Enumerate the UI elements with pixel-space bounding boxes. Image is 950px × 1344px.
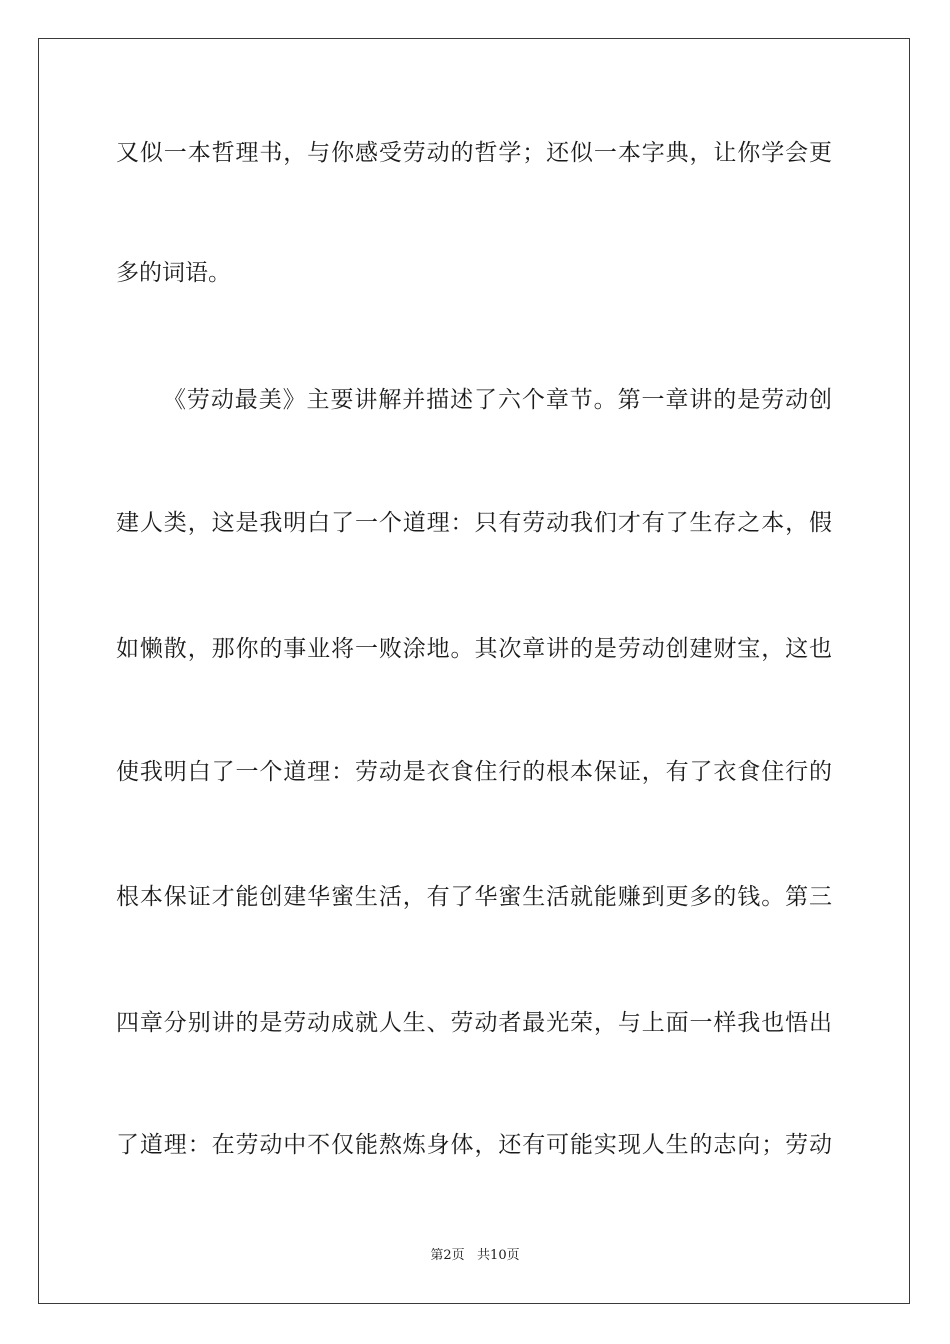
page-border <box>38 38 910 1304</box>
page-number-label: 第2页 共10页 <box>430 1248 520 1263</box>
text-line: 使我明白了一个道理：劳动是衣食住行的根本保证，有了衣食住行的 <box>116 759 832 785</box>
page-number-footer <box>0 1247 950 1265</box>
text-line: 了道理：在劳动中不仅能熬炼身体，还有可能实现人生的志向；劳动 <box>116 1132 832 1158</box>
text-line: 如懒散，那你的事业将一败涂地。其次章讲的是劳动创建财宝，这也 <box>116 636 832 662</box>
text-line: 多的词语。 <box>116 260 231 286</box>
paragraph-first-line: 《劳动最美》主要讲解并描述了六个章节。第一章讲的是劳动创 <box>163 387 832 413</box>
text-line: 建人类，这是我明白了一个道理：只有劳动我们才有了生存之本，假 <box>116 510 832 536</box>
text-line: 根本保证才能创建华蜜生活，有了华蜜生活就能赚到更多的钱。第三 <box>116 884 832 910</box>
text-line: 又似一本哲理书，与你感受劳动的哲学；还似一本字典，让你学会更 <box>116 140 832 166</box>
text-line: 四章分别讲的是劳动成就人生、劳动者最光荣，与上面一样我也悟出 <box>116 1010 832 1036</box>
